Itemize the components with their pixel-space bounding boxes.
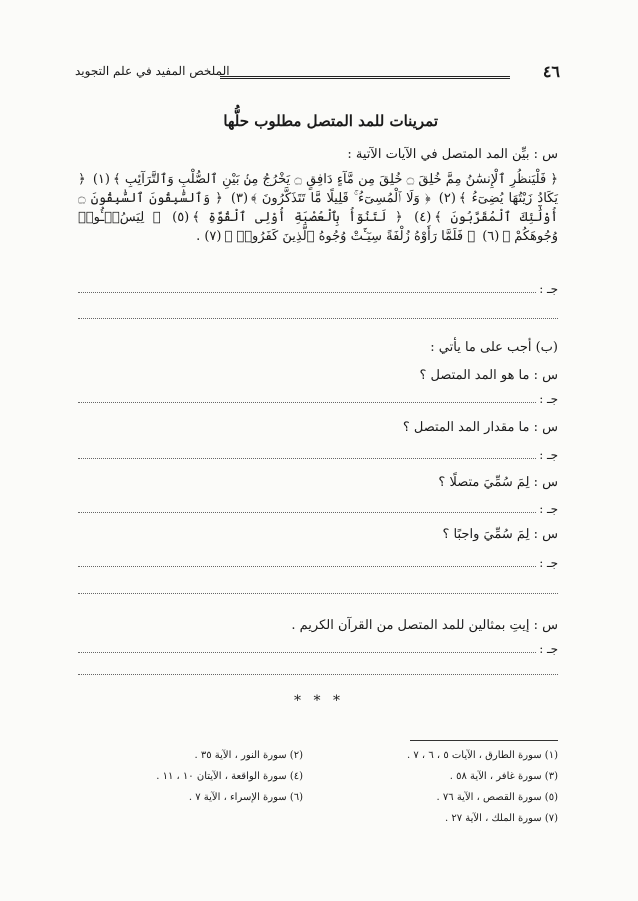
verse-ref-7: (٧) .	[196, 229, 222, 244]
section-title: تمرينات للمد المتصل مطلوب حلُّها	[223, 112, 438, 130]
footnote-2: (٢) سورة النور ، الآية ٣٥ .	[194, 750, 303, 761]
page-number: ٤٦	[542, 62, 560, 81]
verse-ref-2: (٢)	[438, 191, 456, 206]
verse-3: ﴿ وَلَا ٱلْمُسِىٓءُ ۚ قَلِيلًا مَّا تَتَذَكَّرُونَ ﴾	[251, 191, 431, 206]
footnote-3: (٣) سورة غافر ، الآية ٥٨ .	[449, 771, 558, 782]
page-header	[75, 60, 560, 90]
answer-line-6[interactable]	[78, 642, 558, 656]
verse-1: ﴿ فَلْيَنظُرِ ٱلْإِنسَٰنُ مِمَّ خُلِقَ ۝ خُلِقَ مِن مَّآءٍ دَافِقٍ ۝ يَخْرُجُ مِنۢ بَيْنِ ٱلصُّلْبِ وَٱلتَّرَآئِبِ ﴾	[112, 172, 559, 187]
answer-label: جـ :	[539, 642, 558, 656]
footnote-1: (١) سورة الطارق ، الآيات ٥ ، ٦ ، ٧ .	[407, 750, 558, 761]
answer-extra-line[interactable]	[78, 593, 558, 594]
verse-ref-6: (٦)	[482, 229, 500, 244]
question-2: س : ما هو المد المتصل ؟	[419, 368, 558, 383]
answer-line-4[interactable]	[78, 502, 558, 516]
question-6: س : إيتِ بمثالين للمد المتصل من القرآن الكريم .	[291, 618, 558, 633]
answer-rule	[78, 512, 536, 513]
answer-rule	[78, 402, 536, 403]
answer-line-2[interactable]	[78, 392, 558, 406]
question-3: س : ما مقدار المد المتصل ؟	[402, 420, 558, 435]
footnote-5: (٥) سورة القصص ، الآية ٧٦ .	[436, 792, 558, 803]
header-rule	[220, 76, 510, 81]
verse-7: ﴿ فَلَمَّا رَأَوْهُ زُلْفَةً سِيٓـَٔتْ وُجُوهُ ٱلَّذِينَ كَفَرُوا۟ ﴾	[224, 229, 476, 244]
running-title: الملخص المفيد في علم التجويد	[75, 64, 230, 78]
verse-ref-4: (٤)	[414, 210, 432, 225]
verse-ref-5: (٥)	[172, 210, 190, 225]
answer-label: جـ :	[539, 282, 558, 296]
footnote-7: (٧) سورة الملك ، الآية ٢٧ .	[445, 813, 558, 824]
footnote-rule	[410, 740, 558, 741]
answer-extra-line[interactable]	[78, 318, 558, 319]
question-5: س : لِمَ سُمِّيَ واجبًا ؟	[442, 527, 558, 542]
answer-label: جـ :	[539, 556, 558, 570]
answer-extra-line[interactable]	[78, 674, 558, 675]
verse-6: ﴿ لِيَسُۥٓـُٔوا۟ وُجُوهَكُمْ ﴾	[78, 210, 558, 244]
answer-line-3[interactable]	[78, 448, 558, 462]
answer-rule	[78, 458, 536, 459]
part-b-heading: (ب) أجب على ما يأتي :	[430, 340, 558, 355]
answer-label: جـ :	[539, 448, 558, 462]
verse-ref-3: (٣)	[230, 191, 249, 206]
answer-line-1[interactable]	[78, 282, 558, 296]
footnote-4: (٤) سورة الواقعة ، الآيتان ١٠ ، ١١ .	[156, 771, 303, 782]
section-separator: * * *	[294, 693, 344, 709]
question-1: س : بيِّن المد المتصل في الآيات الآتية :	[347, 147, 558, 162]
answer-label: جـ :	[539, 502, 558, 516]
answer-rule	[78, 652, 536, 653]
answer-rule	[78, 566, 536, 567]
quran-verses	[78, 170, 558, 246]
verse-4: ﴿ وَٱلسَّٰبِقُونَ ٱلسَّٰبِقُونَ ۝ أُوْلَٰٓئِكَ ٱلْمُقَرَّبُونَ ﴾	[78, 191, 559, 225]
answer-line-5[interactable]	[78, 556, 558, 570]
answer-rule	[78, 292, 536, 293]
question-4: س : لِمَ سُمِّيَ متصلًا ؟	[438, 475, 558, 490]
verse-2: ﴿ يَكَادُ زَيْتُهَا يُضِىٓءُ ﴾	[78, 172, 558, 206]
answer-label: جـ :	[539, 392, 558, 406]
verse-5: ﴿ لَتَنُوٓأُ بِٱلْعُصْبَةِ أُوْلِى ٱلْقُوَّةِ ﴾	[192, 210, 403, 225]
verse-ref-1: (١)	[92, 172, 110, 187]
footnote-6: (٦) سورة الإسراء ، الآية ٧ .	[188, 792, 303, 803]
